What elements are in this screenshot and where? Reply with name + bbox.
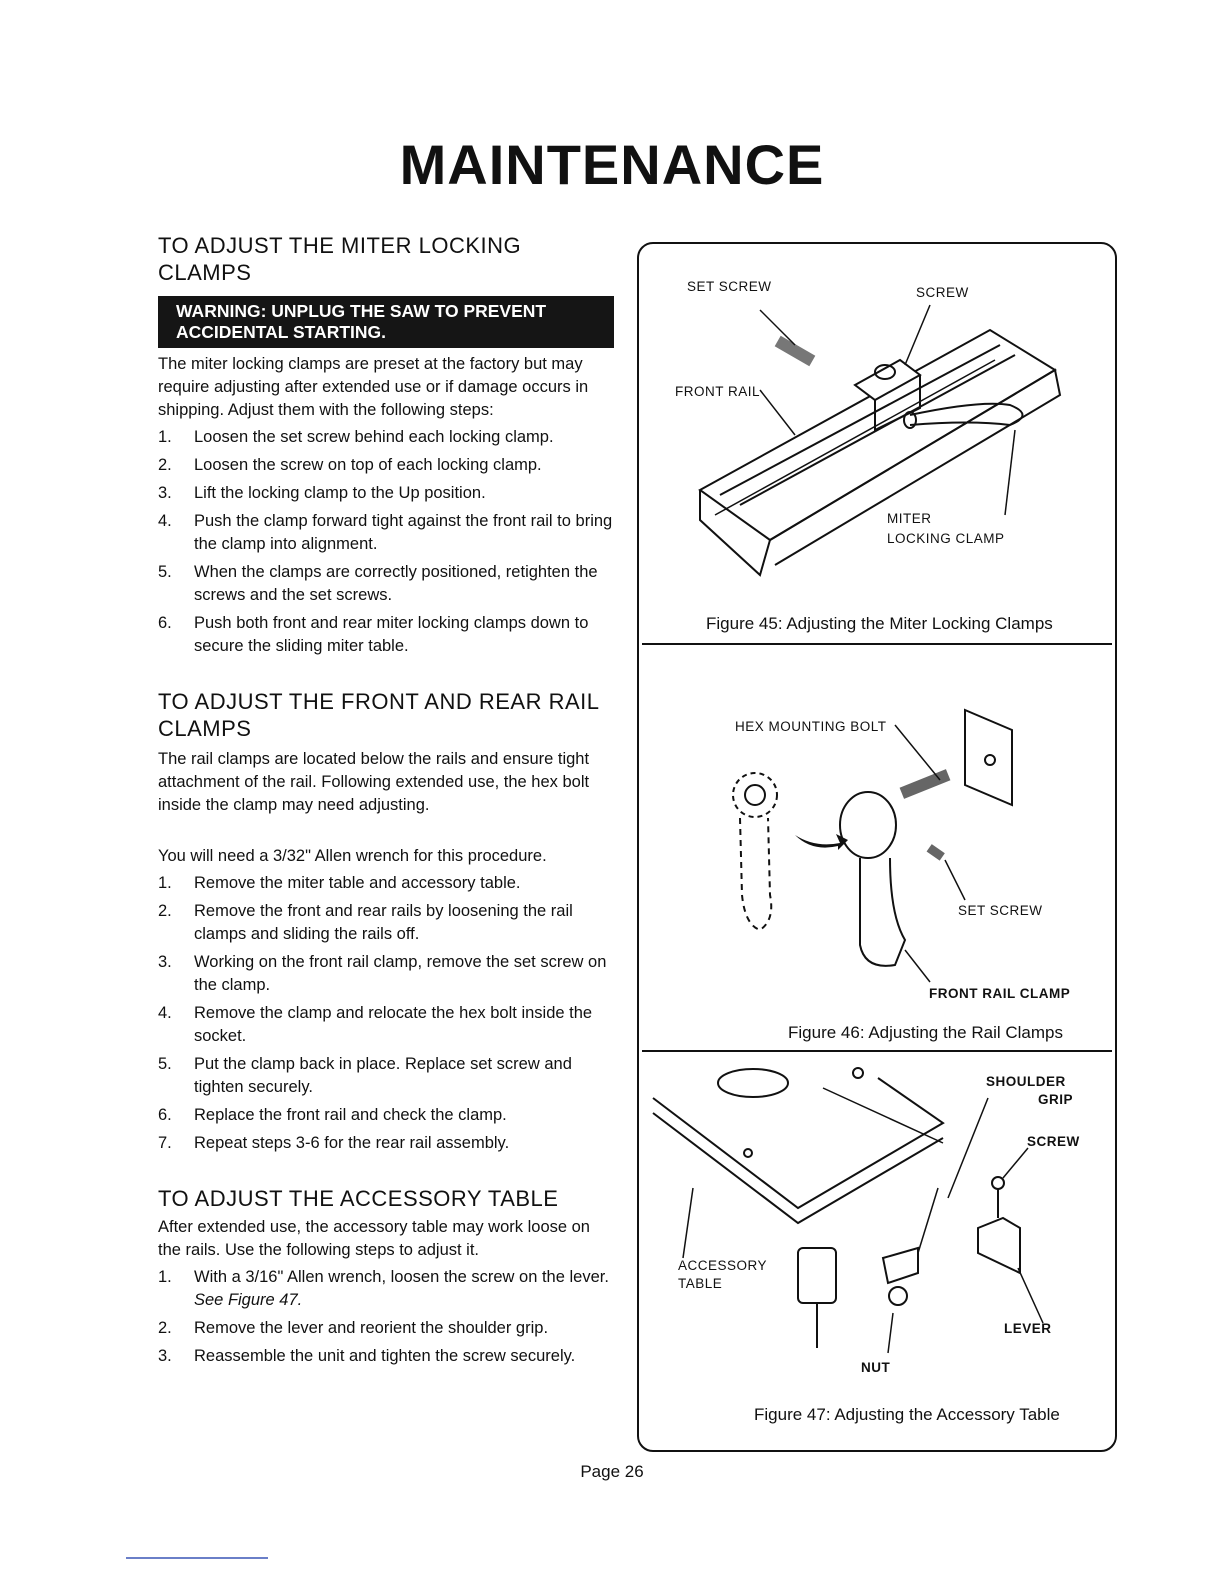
- list-item: 2. Remove the front and rear rails by loosening the rail clamps and sliding the rails off.: [158, 902, 573, 943]
- label-hex-mounting-bolt: HEX MOUNTING BOLT: [735, 719, 887, 734]
- rail-intro: The rail clamps are located below the rails and ensure tight attachment of the rail. Following extended use, the hex bolt inside the clamp may need adjusting.: [158, 750, 590, 814]
- accessory-steps: [158, 1266, 614, 1368]
- list-item: 3. Lift the locking clamp to the Up position.: [158, 484, 486, 502]
- miter-heading: TO ADJUST THE MITER LOCKING CLAMPS: [158, 233, 522, 285]
- figure-45-illustration: [660, 290, 1100, 590]
- figure-divider: [642, 1050, 1112, 1052]
- label-accessory: ACCESSORY: [678, 1258, 768, 1273]
- figure-46-caption: Figure 46: Adjusting the Rail Clamps: [788, 1023, 1063, 1042]
- label-screw: SCREW: [916, 285, 969, 300]
- left-column: [158, 232, 614, 1373]
- miter-steps: [158, 426, 614, 658]
- list-item: 3. Reassemble the unit and tighten the screw securely.: [158, 1347, 576, 1365]
- accessory-intro: After extended use, the accessory table may work loose on the rails. Use the following steps to adjust it.: [158, 1218, 590, 1259]
- label-shoulder: SHOULDER: [986, 1074, 1066, 1089]
- list-item: 6. Push both front and rear miter locking clamps down to secure the sliding miter table.: [158, 614, 589, 655]
- list-item: 3. Working on the front rail clamp, remove the set screw on the clamp.: [158, 953, 607, 994]
- figure-46-illustration: [700, 700, 1060, 990]
- list-item: 5. Put the clamp back in place. Replace set screw and tighten securely.: [158, 1055, 572, 1096]
- list-item: 2. Loosen the screw on top of each locking clamp.: [158, 456, 542, 474]
- list-item: 5. When the clamps are correctly positioned, retighten the screws and the set screws.: [158, 563, 598, 604]
- label-front-rail-clamp: FRONT RAIL CLAMP: [929, 986, 1071, 1001]
- label-front-rail: FRONT RAIL: [675, 384, 761, 399]
- figure-reference: See Figure 47.: [194, 1291, 303, 1309]
- list-item: 4. Push the clamp forward tight against the front rail to bring the clamp into alignment.: [158, 512, 613, 553]
- accessory-heading: TO ADJUST THE ACCESSORY TABLE: [158, 1186, 559, 1211]
- list-item: 6. Replace the front rail and check the clamp.: [158, 1106, 507, 1124]
- label-table: TABLE: [678, 1276, 723, 1291]
- label-miter: MITER: [887, 511, 932, 526]
- miter-intro: The miter locking clamps are preset at the factory but may require adjusting after extended use or if damage occurs in shipping. Adjust them with the following steps:: [158, 355, 589, 419]
- label-grip: GRIP: [1038, 1092, 1074, 1107]
- figure-45-caption: Figure 45: Adjusting the Miter Locking Clamps: [706, 614, 1053, 633]
- bottom-rule: [126, 1557, 268, 1559]
- list-item: 7. Repeat steps 3-6 for the rear rail assembly.: [158, 1134, 510, 1152]
- rail-note: You will need a 3/32" Allen wrench for this procedure.: [158, 847, 547, 865]
- figure-47-caption: Figure 47: Adjusting the Accessory Table: [754, 1405, 1060, 1424]
- list-item: 1. Loosen the set screw behind each locking clamp.: [158, 428, 554, 446]
- rail-heading: TO ADJUST THE FRONT AND REAR RAIL CLAMPS: [158, 689, 599, 741]
- list-item: 4. Remove the clamp and relocate the hex bolt inside the socket.: [158, 1004, 593, 1045]
- list-item: 1. Remove the miter table and accessory table.: [158, 874, 521, 892]
- figure-divider: [642, 643, 1112, 645]
- list-item: 2. Remove the lever and reorient the shoulder grip.: [158, 1319, 549, 1337]
- list-item: 1. With a 3/16" Allen wrench, loosen the screw on the lever. See Figure 47.: [158, 1268, 609, 1309]
- label-lever: LEVER: [1004, 1321, 1052, 1336]
- page-number: Page 26: [580, 1462, 644, 1481]
- warning-box: WARNING: UNPLUG THE SAW TO PREVENT ACCIDENTAL STARTING.: [158, 296, 614, 348]
- label-locking-clamp: LOCKING CLAMP: [887, 531, 1005, 546]
- rail-steps: [158, 872, 614, 1155]
- page-title: MAINTENANCE: [399, 133, 825, 196]
- label-nut: NUT: [861, 1360, 891, 1375]
- label-screw: SCREW: [1027, 1134, 1080, 1149]
- label-set-screw: SET SCREW: [958, 903, 1043, 918]
- label-set-screw: SET SCREW: [687, 279, 772, 294]
